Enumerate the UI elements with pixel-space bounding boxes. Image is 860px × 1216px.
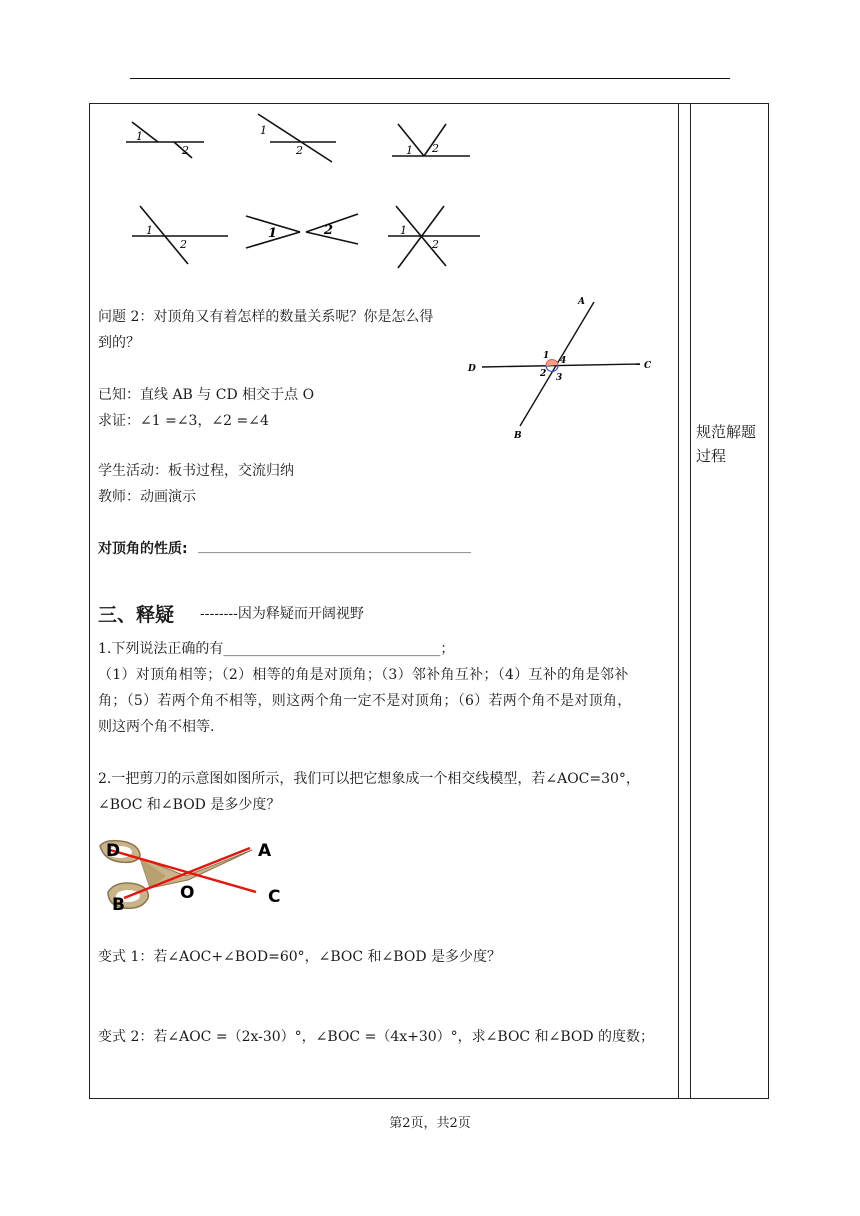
q1-line3: 则这两个角不相等. [98,719,215,735]
angle-label-1: 1 [136,130,143,143]
angle-label-1: 1 [268,226,278,241]
q2-line2: ∠BOC 和∠BOD 是多少度？ [98,797,281,813]
header-rule [130,78,730,79]
scissors-figure [96,836,292,916]
label-C: C [268,887,281,907]
prove-text: 求证：∠1 =∠3，∠2 =∠4 [98,413,269,429]
angle-label-3: 3 [556,373,563,383]
label-C: C [644,361,652,371]
angle-figure-5 [244,210,360,250]
angle-label-1: 1 [406,144,413,157]
intersecting-lines-figure [466,292,658,442]
q2-line1: 2.一把剪刀的示意图如图所示，我们可以把它想象成一个相交线模型，若∠AOC=30°， [98,771,640,787]
label-O: O [180,883,195,903]
angle-label-2: 2 [180,238,187,251]
table-divider [678,103,679,1099]
angle-label-2: 2 [432,142,439,155]
angle-label-2: 2 [324,223,334,238]
section-title: 三、释疑 [98,604,175,626]
side-note: 规范解题过程 [696,423,757,465]
label-D: D [106,841,121,861]
label-B: B [112,895,125,915]
angle-label-2: 2 [296,144,303,157]
angle-figure-1 [118,112,208,160]
problem2-line2: 到的？ [98,335,140,351]
label-B: B [514,431,522,441]
label-A: A [578,297,585,307]
property-label: 对顶角的性质: [98,541,188,557]
given-text: 已知：直线 AB 与 CD 相交于点 O [98,387,315,403]
q1-line2: 角；（5）若两个角不相等，则这两个角一定不是对顶角；（6）若两个角不是对顶角， [98,693,632,709]
variant2-text: 变式 2：若∠AOC =（2x-30）°，∠BOC =（4x+30）°，求∠BOC 和∠BOD 的度数； [98,1029,655,1045]
angle-label-1: 1 [543,351,550,361]
angle-label-1: 1 [400,224,407,237]
property-blank: __________________________________________ [198,539,471,554]
q1-line1: （1）对顶角相等；（2）相等的角是对顶角；（3）邻补角互补；（4）互补的角是邻补 [98,667,629,683]
table-divider [690,103,691,1099]
angle-label-1: 1 [260,124,267,137]
label-D: D [468,364,476,374]
angle-figure-4 [130,204,230,266]
q1-stem: 1.下列说法正确的有_______________________________； [98,641,455,657]
angle-label-2: 2 [182,144,189,157]
angle-label-1: 1 [146,224,153,237]
angle-figure-6 [386,202,482,270]
student-activity: 学生活动：板书过程，交流归纳 [98,463,294,479]
variant1-text: 变式 1：若∠AOC+∠BOD=60°，∠BOC 和∠BOD 是多少度？ [98,949,501,965]
angle-label-4: 4 [560,356,567,366]
angle-figure-3 [388,118,478,160]
label-A: A [258,841,272,861]
teacher-activity: 教师：动画演示 [98,489,196,505]
page-footer: 第2页，共2页 [389,1116,471,1131]
angle-label-2: 2 [540,369,547,379]
angle-label-2: 2 [432,238,439,251]
section-subtitle: --------因为释疑而开阔视野 [200,606,364,622]
angle-figure-2 [252,106,342,166]
problem2-line1: 问题 2：对顶角又有着怎样的数量关系呢？你是怎么得 [98,309,434,325]
